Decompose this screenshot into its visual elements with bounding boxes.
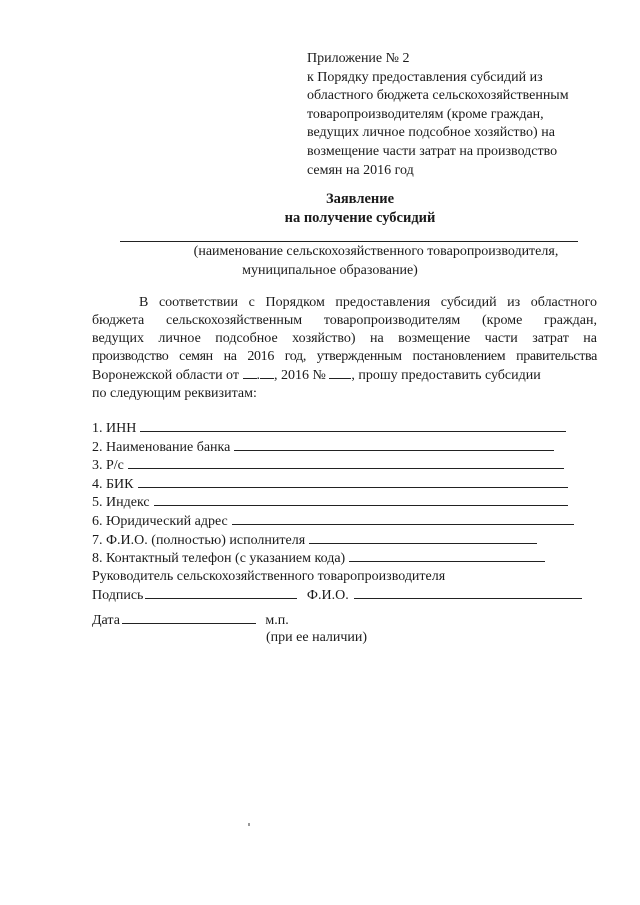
applicant-name-line[interactable] — [120, 241, 578, 242]
requisites-list — [92, 419, 574, 568]
field-label: 4. БИК — [92, 476, 134, 492]
paragraph-line: бюджета сельскохозяйственным товаропроизводителям (кроме граждан, — [92, 313, 597, 328]
sign-label: Подпись — [92, 588, 144, 603]
paragraph-line: по следующим реквизитам: — [92, 386, 257, 401]
scan-speck — [248, 823, 250, 826]
field-label: 1. ИНН — [92, 421, 137, 436]
postal-index-field[interactable] — [154, 493, 568, 506]
signature-row — [92, 586, 582, 605]
date-row — [92, 611, 289, 630]
field-label: 2. Наименование банка — [92, 439, 231, 455]
signature-head: Руководитель сельскохозяйственного товаропроизводителя — [92, 569, 446, 584]
appendix-line: товаропроизводителям (кроме граждан, — [307, 106, 544, 122]
account-field[interactable] — [128, 456, 564, 469]
field-label: 5. Индекс — [92, 495, 150, 511]
appendix-line: Приложение № 2 — [307, 51, 410, 66]
resolution-suffix: , прошу предоставить субсидии — [351, 368, 541, 383]
stamp-label: м.п. — [265, 613, 289, 628]
field-row-account — [92, 456, 574, 475]
field-label: 6. Юридический адрес — [92, 513, 228, 529]
field-label: 3. Р/с — [92, 458, 124, 474]
field-label: 7. Ф.И.О. (полностью) исполнителя — [92, 532, 306, 548]
field-row-address — [92, 512, 574, 531]
applicant-caption: (наименование сельскохозяйственного товаропроизводителя, — [193, 244, 559, 259]
field-row-phone — [92, 549, 574, 568]
resolution-number-field[interactable] — [329, 366, 351, 379]
document-title: Заявление — [325, 191, 395, 207]
appendix-block — [307, 50, 607, 180]
statement-paragraph — [92, 294, 597, 403]
field-label: 8. Контактный телефон (с указанием кода) — [92, 551, 346, 567]
paragraph-line: В соответствии с Порядком предоставления субсидий из областного — [139, 295, 597, 310]
appendix-line: семян на 2016 год — [307, 162, 414, 178]
resolution-day-field[interactable] — [243, 366, 257, 379]
field-row-inn — [92, 419, 574, 438]
phone-field[interactable] — [349, 549, 545, 562]
paragraph-line: производство семян на 2016 год, утвержденным постановлением правительства — [92, 349, 597, 364]
appendix-line: к Порядку предоставления субсидий из — [307, 69, 543, 85]
resolution-month-field[interactable] — [260, 366, 274, 379]
inn-field[interactable] — [140, 419, 566, 432]
paragraph-line: ведущих личное подсобное хозяйство) на возмещение части затрат на — [92, 331, 597, 346]
bank-name-field[interactable] — [234, 438, 554, 451]
resolution-year-label: , 2016 № — [274, 368, 326, 383]
document-subtitle: на получение субсидий — [284, 210, 436, 226]
resolution-prefix: Воронежской области от — [92, 368, 239, 383]
stamp-note: (при ее наличии) — [266, 630, 368, 645]
bik-field[interactable] — [138, 475, 568, 488]
fio-label: Ф.И.О. — [306, 588, 349, 603]
paragraph-line-date — [92, 366, 597, 385]
signature-field[interactable] — [145, 586, 297, 599]
municipality-caption: муниципальное образование) — [242, 263, 418, 278]
date-label: Дата — [92, 613, 120, 628]
appendix-line: возмещение части затрат на производство — [307, 143, 558, 159]
legal-address-field[interactable] — [232, 512, 574, 525]
appendix-line: ведущих личное подсобное хозяйство) на — [307, 125, 555, 141]
field-row-index — [92, 493, 574, 512]
executor-name-field[interactable] — [309, 531, 537, 544]
date-field[interactable] — [122, 611, 256, 624]
field-row-bank — [92, 438, 574, 457]
fio-field[interactable] — [354, 586, 582, 599]
date-separator: . — [256, 368, 260, 383]
field-row-executor — [92, 531, 574, 550]
appendix-line: областного бюджета сельскохозяйственным — [307, 88, 569, 104]
field-row-bik — [92, 475, 574, 494]
